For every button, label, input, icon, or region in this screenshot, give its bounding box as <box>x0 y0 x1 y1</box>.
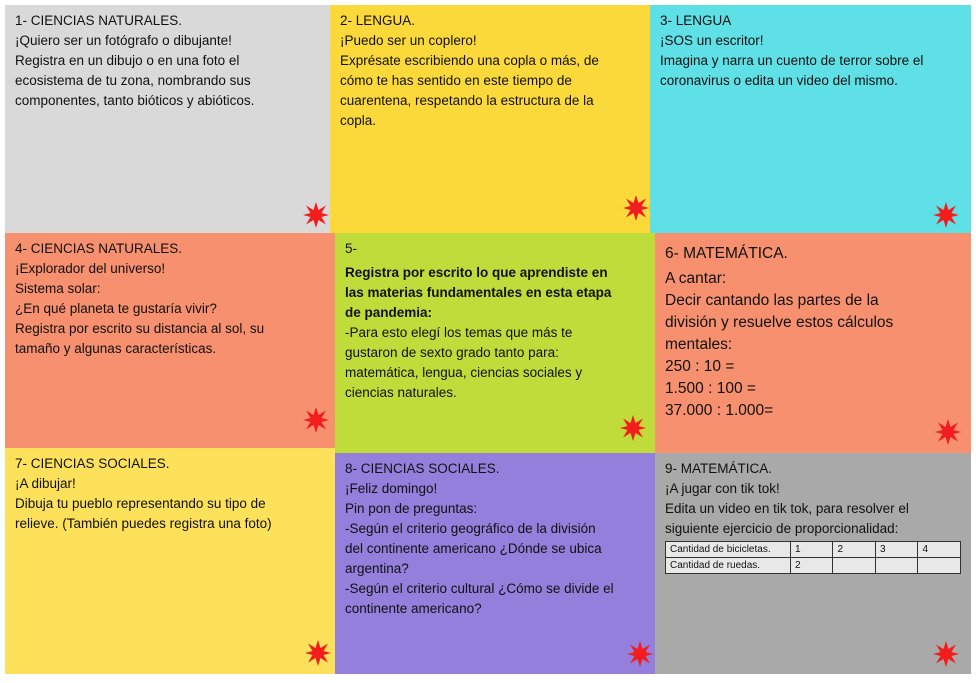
card-lengua-2 <box>330 5 650 233</box>
star-icon <box>623 195 649 221</box>
table-row <box>666 558 961 574</box>
table-cell <box>918 558 961 574</box>
calc-line: 1.500 : 100 = <box>665 380 756 397</box>
table-cell: 4 <box>918 542 961 558</box>
card-title: 1- CIENCIAS NATURALES. <box>15 13 183 28</box>
card-text: Sistema solar: <box>15 281 101 296</box>
table-cell: 3 <box>875 542 918 558</box>
star-icon <box>620 415 646 441</box>
card-text: -Según el criterio geográfico de la división <box>345 521 596 536</box>
star-icon <box>933 202 959 228</box>
card-title: 4- CIENCIAS NATURALES. <box>15 241 183 256</box>
card-title: 9- MATEMÁTICA. <box>665 461 773 476</box>
card-lengua-3 <box>650 5 971 233</box>
card-text: Dibuja tu pueblo representando su tipo de <box>15 496 266 511</box>
card-text: Exprésate escribiendo una copla o más, de <box>340 53 599 68</box>
card-heading: Registra por escrito lo que aprendiste en <box>345 265 608 280</box>
star-icon <box>303 407 329 433</box>
card-text: argentina? <box>345 561 409 576</box>
card-text: coronavirus o edita un video del mismo. <box>660 73 898 88</box>
table-cell: 2 <box>833 542 876 558</box>
card-text: continente americano? <box>345 601 482 616</box>
card-matematica-6 <box>655 233 971 453</box>
card-text: -Según el criterio cultural ¿Cómo se divide el <box>345 581 614 596</box>
card-ciencias-sociales-8 <box>335 453 655 674</box>
card-title: 2- LENGUA. <box>340 13 416 28</box>
card-text: del continente americano ¿Dónde se ubica <box>345 541 602 556</box>
star-icon <box>627 641 653 667</box>
card-text: Edita un video en tik tok, para resolver el <box>665 501 909 516</box>
card-text: Pin pon de preguntas: <box>345 501 478 516</box>
star-icon <box>933 641 959 667</box>
card-text: tamaño y algunas características. <box>15 341 217 356</box>
star-icon <box>303 202 329 228</box>
card-title: 5- <box>345 241 358 256</box>
calc-line: 250 : 10 = <box>665 358 735 375</box>
card-title: 8- CIENCIAS SOCIALES. <box>345 461 500 476</box>
table-row <box>666 542 961 558</box>
card-subtitle: ¡Feliz domingo! <box>345 481 438 496</box>
card-subtitle: ¡A jugar con tik tok! <box>665 481 780 496</box>
card-text: ¿En qué planeta te gustaría vivir? <box>15 301 217 316</box>
card-title: 6- MATEMÁTICA. <box>665 245 788 262</box>
card-text: Registra en un dibujo o en una foto el <box>15 53 240 68</box>
card-text: Decir cantando las partes de la <box>665 292 879 309</box>
card-text: cuarentena, respetando la estructura de la <box>340 93 594 108</box>
card-text: siguiente ejercicio de proporcionalidad: <box>665 521 899 536</box>
calc-line: 37.000 : 1.000= <box>665 402 774 419</box>
card-subtitle: A cantar: <box>665 270 727 287</box>
card-subtitle: ¡Explorador del universo! <box>15 261 166 276</box>
card-heading: las materias fundamentales en esta etapa <box>345 285 612 300</box>
card-text: división y resuelve estos cálculos <box>665 314 894 331</box>
card-materias-5 <box>335 233 655 453</box>
card-text: gustaron de sexto grado tanto para: <box>345 345 559 360</box>
table-cell: 2 <box>790 558 833 574</box>
card-text: copla. <box>340 113 377 128</box>
card-ciencias-sociales-7 <box>5 448 335 674</box>
card-text: cómo te has sentido en este tiempo de <box>340 73 572 88</box>
card-title: 3- LENGUA <box>660 13 732 28</box>
star-icon <box>935 419 961 445</box>
card-text: mentales: <box>665 336 733 353</box>
card-subtitle: ¡Puedo ser un coplero! <box>340 33 477 48</box>
table-cell: Cantidad de bicicletas. <box>666 542 791 558</box>
table-cell <box>833 558 876 574</box>
card-matematica-9 <box>655 453 971 674</box>
table-cell: Cantidad de ruedas. <box>666 558 791 574</box>
card-text: ecosistema de tu zona, nombrando sus <box>15 73 251 88</box>
card-text: -Para esto elegí los temas que más te <box>345 325 573 340</box>
card-ciencias-naturales-1 <box>5 5 330 233</box>
proportionality-table <box>665 541 961 574</box>
card-ciencias-naturales-4 <box>5 233 335 448</box>
card-subtitle: ¡A dibujar! <box>15 476 76 491</box>
card-heading: de pandemia: <box>345 305 433 320</box>
table-cell <box>875 558 918 574</box>
card-text: matemática, lengua, ciencias sociales y <box>345 365 583 380</box>
card-text: Imagina y narra un cuento de terror sobre el <box>660 53 924 68</box>
card-subtitle: ¡Quiero ser un fotógrafo o dibujante! <box>15 33 232 48</box>
table-cell: 1 <box>790 542 833 558</box>
star-icon <box>305 640 331 666</box>
card-text: relieve. (También puedes registra una foto) <box>15 516 272 531</box>
card-title: 7- CIENCIAS SOCIALES. <box>15 456 170 471</box>
card-text: componentes, tanto bióticos y abióticos. <box>15 93 255 108</box>
card-subtitle: ¡SOS un escritor! <box>660 33 764 48</box>
card-text: ciencias naturales. <box>345 385 457 400</box>
card-text: Registra por escrito su distancia al sol, su <box>15 321 265 336</box>
